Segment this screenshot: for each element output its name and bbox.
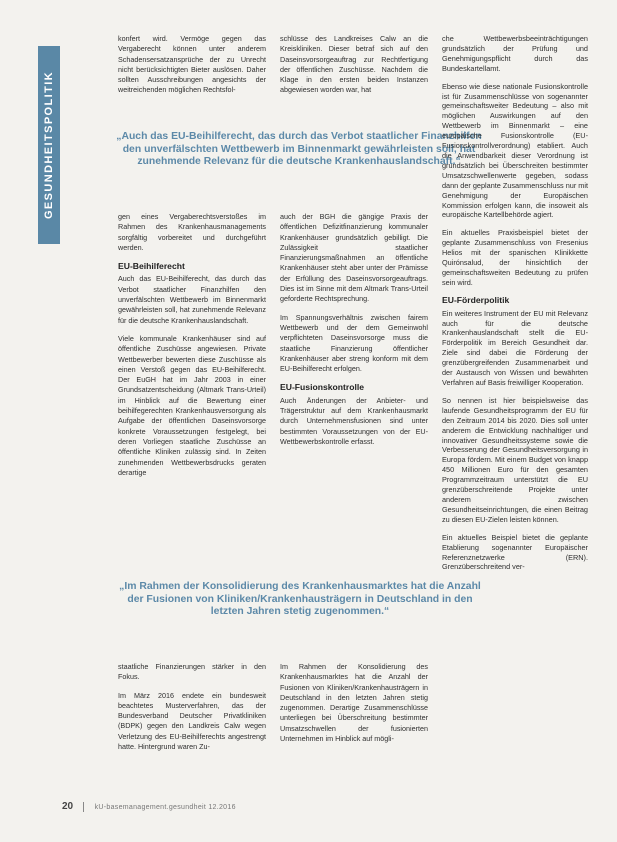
paragraph: Ein aktuelles Praxisbeispiel bietet der geplante Zusammenschluss von Fresenius Helios mit der spanischen Klinikkette Quirónsalud, der hinsichtlich der gemeinschaftsweiten Bedeutung zu prüfen sein wird. — [442, 228, 588, 287]
paragraph: Ein weiteres Instrument der EU mit Relevanz auch für die deutsche Krankenhauslandschaft stellt die EU-Förderpolitik im Bereich Gesundheit dar. Ziele sind dabei die Förderung der grenzübergreifenden Zusammenarbeit und der Austausch von Wissen und bewährten Verfahren auf Basis freiwilliger Kooperation. — [442, 308, 588, 387]
column-1-bottom — [118, 662, 266, 760]
paragraph: schlüsse des Landkreises Calw an die Kreiskliniken. Dieser betraf sich auf den Daseinsvorsorgeauftrag zur Rechtfertigung der öffentlichen Zuschüsse. Nachdem die Klage in den ersten beiden Instanzen abgewiesen worden war, hat — [280, 34, 428, 95]
paragraph: Auch das EU-Beihilferecht, das durch das Verbot staatlicher Finanzhilfen den unverfälschten Wettbewerb im Binnenmarkt gewährleisten soll, hat zunehmende Relevanz für die deutsche Krankenhauslandschaft. — [118, 274, 266, 325]
pull-quote-2: „Im Rahmen der Konsolidierung des Krankenhausmarktes hat die Anzahl der Fusionen von Kliniken/Krankenhausträgern in Deutschland in den letzten Jahren stetig zugenommen.“ — [119, 581, 481, 618]
paragraph: So nennen ist hier beispielsweise das laufende Gesundheitsprogramm der EU für den Zeitraum 2014 bis 2020. Dies soll unter anderem die Entwicklung nachhaltiger und innovativer Gesundheitssysteme sowie die Verbesserung der Gesundheitsversorgung in Europa fördern. Mit einem Budget von knapp 450 Millionen Euro für den gesamten Programmzeitraum unterstützt die EU grenzüberschreitende Projekte unter anderem zwischen Gesundheitseinrichtungen, die einen Beitrag zu diesen EU-Zielen leisten können. — [442, 395, 588, 524]
page-number: 20 — [62, 801, 74, 812]
column-1-middle — [118, 212, 266, 486]
paragraph: Viele kommunale Krankenhäuser sind auf öffentliche Zuschüsse angewiesen. Private Wettbewerber bewerten diese Zuschüsse als einen Verstoß gegen das EU-Beihilferecht. Der EuGH hat im Jahr 2003 in einer Grundsatzentscheidung (Altmark Trans-Urteil) im Hinblick auf die Bewertung einer beihilfegerechten Krankenhausversorgung als Aufgabe der öffentlichen Daseinsvorsorge konkrete Voraussetzungen festgelegt, bei deren Vorliegen staatliche Zuschüsse an öffentliche Kliniken zulässig sind. In Zeiten zunehmenden Wettbewerbsdrucks geraten derartige — [118, 333, 266, 477]
column-3 — [442, 34, 588, 580]
section-heading-beihilferecht: EU-Beihilferecht — [118, 261, 185, 272]
section-heading-foerderpolitik: EU-Förderpolitik — [442, 294, 510, 305]
paragraph: Auch Änderungen der Anbieter- und Trägerstruktur auf dem Krankenhausmarkt durch Unternehmensfusionen sind unter bestimmten Voraussetzungen von der EU-Wettbewerbskontrolle erfasst. — [280, 395, 428, 446]
paragraph: staatliche Finanzierungen stärker in den Fokus. — [118, 662, 266, 682]
section-label: GESUNDHEITSPOLITIK — [43, 70, 55, 220]
paragraph: konfert wird. Vermöge gegen das Vergaberecht können unter anderem Schadensersatzansprüche der zu Unrecht nicht berücksichtigten Bieter auslösen. Daher sollten Ausschreibungen angesichts der weitreichenden möglichen Rechtsfol- — [118, 34, 266, 95]
paragraph: Im März 2016 endete ein bundesweit beachtetes Musterverfahren, das der Bundesverband Deutscher Privatkliniken (BDPK) gegen den Landkreis Calw wegen Verletzung des EU-Beihilferechts angestrengt hatte. Hintergrund waren Zu- — [118, 690, 266, 752]
section-sidebar — [38, 46, 60, 244]
column-2-bottom — [280, 662, 428, 752]
paragraph: Ebenso wie diese nationale Fusionskontrolle ist für Zusammenschlüsse von sogenannter gemeinschaftsweiter Bedeutung – also mit möglichen Auswirkungen auf den Wettbewerb im Binnenmarkt – eine europäische Fusionskontrolle (EU-Fusionskontrollverordnung) etabliert. Auch die Anwendbarkeit dieser Verordnung ist grundsätzlich bei Überschreiten bestimmter Umsatzschwellenwerte gegeben, sodass dann der geplante Zusammenschluss nur mit Genehmigung der Europäischen Kommission erfolgen kann, die insoweit als europäische Kartellbehörde agiert. — [442, 81, 589, 220]
column-2-middle — [280, 212, 428, 455]
paragraph: Im Rahmen der Konsolidierung des Krankenhausmarktes hat die Anzahl der Fusionen von Kliniken/Krankenhausträgern in Deutschland in den letzten Jahren stetig zugenommen. Derartige Zusammenschlüsse unterliegen bei Überschreitung bestimmter Umsatzschwellen der fusionierten Unternehmen im Hinblick auf mögli- — [280, 662, 428, 744]
footer-divider — [83, 802, 84, 812]
footer-url: kU-basemanagement.gesundheit 12.2016 — [94, 804, 236, 811]
paragraph: che Wettbewerbsbeeinträchtigungen grundsätzlich der Prüfung und Genehmigungspflicht durch das Bundeskartellamt. — [442, 34, 588, 73]
paragraph: Im Spannungsverhältnis zwischen fairem Wettbewerb und der dem Gemeinwohl verpflichteten Daseinsvorsorge muss die staatliche Finanzierung öffentlicher Krankenhäuser aber streng konform mit dem EU-Beihilferecht erfolgen. — [280, 312, 428, 374]
section-heading-fusionskontrolle: EU-Fusionskontrolle — [280, 382, 365, 393]
paragraph: Ein aktuelles Beispiel bietet die geplante Etablierung sogenannter Europäischer Referenznetzwerke (ERN). Grenzüberschreitend ver- — [442, 532, 588, 572]
paragraph: gen eines Vergaberechtsverstoßes im Rahmen des Krankenhausmanagements sorgfältig vorbereitet und durchgeführt werden. — [118, 212, 266, 252]
pull-quote-1: „Auch das EU-Beihilferecht, das durch das Verbot staatlicher Finanzhilfen den unverfälschten Wettbewerb im Binnenmarkt gewährleisten soll, hat zunehmende Relevanz für die deutsche Krankenhauslandschaft.“ — [116, 131, 482, 168]
page-footer — [62, 801, 236, 812]
column-2-top — [280, 34, 428, 104]
paragraph: auch der BGH die gängige Praxis der öffentlichen Defizitfinanzierung kommunaler Krankenhäuser grundsätzlich gebilligt. Die Zulässigkeit staatlicher Finanzierungsmaßnahmen an öffentliche Krankenhäuser steht aber unter der Prämisse der Erfüllung des Daseinsvorsorgeauftrags. Dies ist im Sinne mit dem Altmark Trans-Urteil geforderte Rechtsprechung. — [280, 212, 428, 304]
column-1-top — [118, 34, 266, 104]
